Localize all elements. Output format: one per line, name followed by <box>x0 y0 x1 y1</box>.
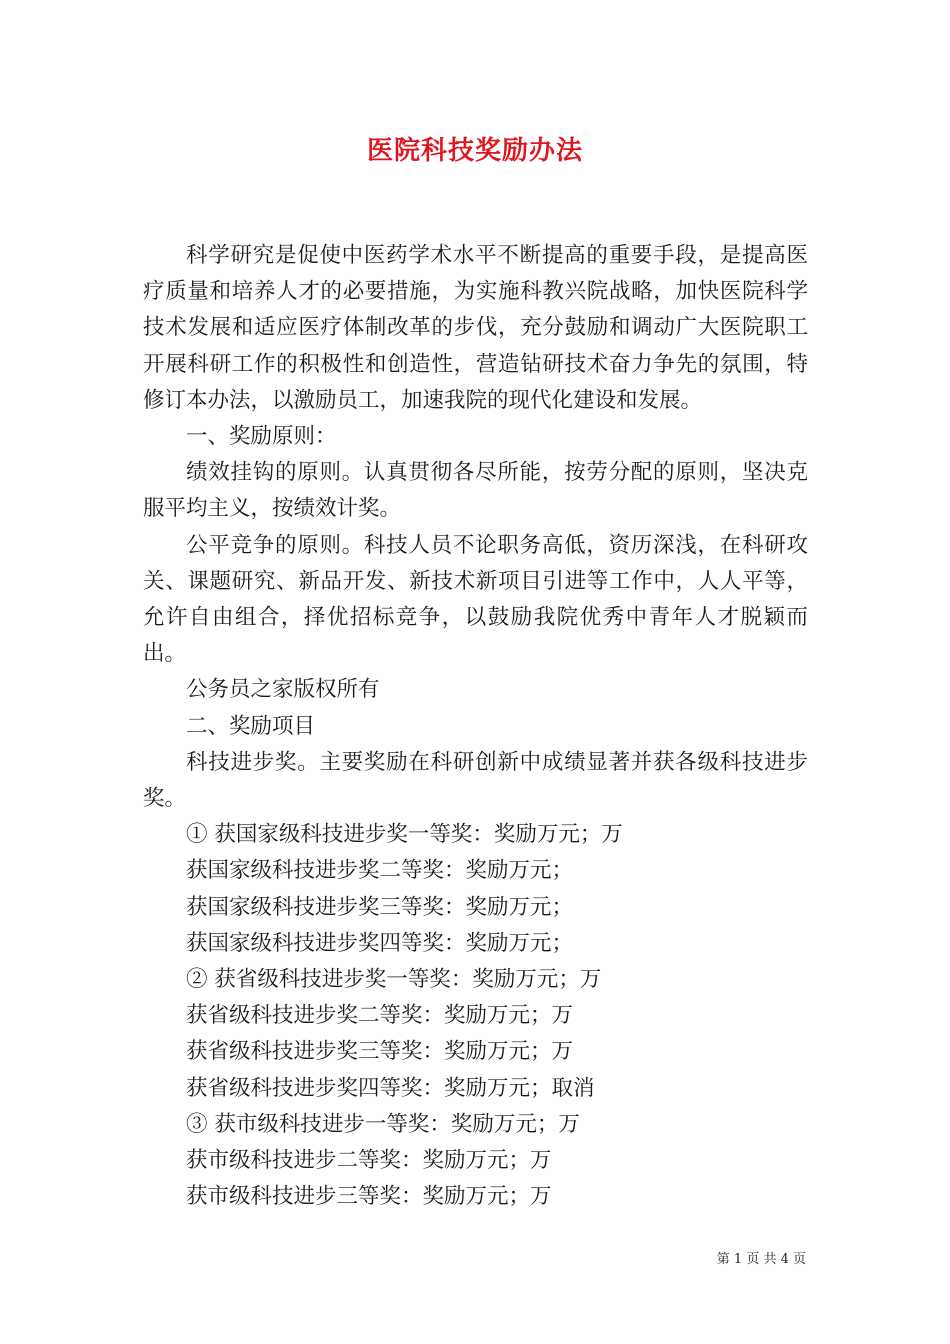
award-line: ② 获省级科技进步奖一等奖：奖励万元；万 <box>186 967 602 993</box>
section-heading-principles: 一、奖励原则： <box>186 424 337 450</box>
award-line: ③ 获市级科技进步一等奖：奖励万元；万 <box>186 1111 580 1137</box>
award-line: 获省级科技进步奖二等奖：奖励万元；万 <box>186 1003 574 1029</box>
tech-progress-award: 科技进步奖。主要奖励在科研创新中成绩显著并获各级科技进步奖。 <box>143 749 808 812</box>
page-number: 第 1 页 共 4 页 <box>716 1252 806 1267</box>
document-body <box>143 238 808 1215</box>
intro-paragraph: 科学研究是促使中医药学术水平不断提高的重要手段，是提高医疗质量和培养人才的必要措施，为实施科教兴院战略，加快医院科学技术发展和适应医疗体制改革的步伐，充分鼓励和调动广大医院职工开展科研工作的积极性和创造性，营造钻研技术奋力争先的氛围，特修订本办法，以激励员工，加速我院的现代化建设和发展。 <box>143 243 808 413</box>
document-title: 医院科技奖励办法 <box>366 136 583 166</box>
principle-fair-competition: 公平竞争的原则。科技人员不论职务高低，资历深浅，在科研攻关、课题研究、新品开发、新技术新项目引进等工作中，人人平等，允许自由组合，择优招标竞争，以鼓励我院优秀中青年人才脱颖而出。 <box>143 532 808 667</box>
award-line: 获市级科技进步三等奖：奖励万元；万 <box>186 1184 552 1210</box>
principle-performance: 绩效挂钩的原则。认真贯彻各尽所能，按劳分配的原则，坚决克服平均主义，按绩效计奖。 <box>143 460 808 522</box>
award-line: 获国家级科技进步奖二等奖：奖励万元； <box>186 858 574 884</box>
award-line: 获省级科技进步奖三等奖：奖励万元；万 <box>186 1039 574 1065</box>
award-line: 获国家级科技进步奖三等奖：奖励万元； <box>186 894 574 920</box>
award-line: 获市级科技进步二等奖：奖励万元；万 <box>186 1148 552 1174</box>
copyright-line: 公务员之家版权所有 <box>186 677 380 703</box>
award-line: ① 获国家级科技进步奖一等奖：奖励万元；万 <box>186 822 623 848</box>
award-line: 获省级科技进步奖四等奖：奖励万元；取消 <box>186 1075 595 1101</box>
section-heading-items: 二、奖励项目 <box>186 713 316 739</box>
award-line: 获国家级科技进步奖四等奖：奖励万元； <box>186 930 574 956</box>
